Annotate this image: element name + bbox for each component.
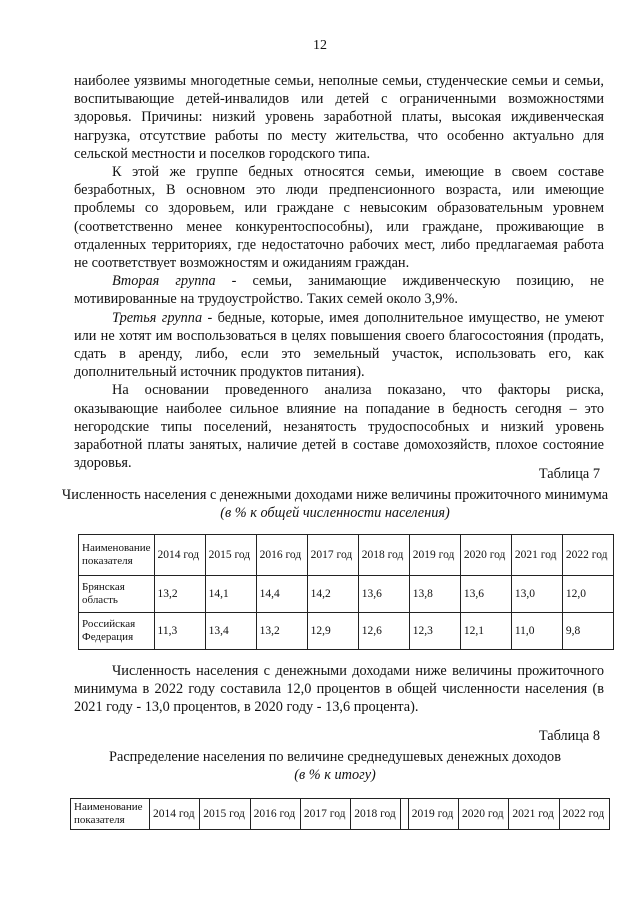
- group3-text: - бедные, которые, имея дополнительное имущество, не умеют или не хотят им воспользоваться в целях повышения своего благосостояния (продать, сдать в аренду, либо, если это земельный участок, использовать его, как дополнительный источник продуктов питания).: [74, 309, 605, 381]
- table8-year-header: 2020 год: [459, 799, 509, 830]
- paragraph-group2: [74, 272, 604, 308]
- table7-title-italic: (в % к общей численности населения): [220, 505, 450, 521]
- table7-cell: 11,3: [154, 613, 205, 650]
- table7-year-header: 2016 год: [256, 535, 307, 576]
- table7-title-main: Численность населения с денежными доходами ниже величины прожиточного минимума: [61, 487, 609, 503]
- table8-year-header: 2021 год: [509, 799, 559, 830]
- table7-cell: 13,6: [358, 576, 409, 613]
- group2-text: - семьи, занимающие иждивенческую позицию, не мотивированные на трудоустройство. Таких семей около 3,9%.: [74, 273, 604, 308]
- summary-text: [74, 662, 604, 717]
- table7-year-header: 2022 год: [562, 535, 613, 576]
- table7-cell: 12,0: [562, 576, 613, 613]
- table7-cell: 9,8: [562, 613, 613, 650]
- table8-year-header: 2015 год: [200, 799, 250, 830]
- table7-year-header: 2017 год: [307, 535, 358, 576]
- table7-year-header: 2015 год: [205, 535, 256, 576]
- table7-cell: 13,2: [154, 576, 205, 613]
- paragraph-2: К этой же группе бедных относятся семьи, имеющие в своем составе безработных, В основном это люди предпенсионного возраста, или имеющие проблемы со здоровьем, или граждане с невысоким образовательным уровнем (соответственно менее конкурентоспособны), или граждане, проживающие в отдаленных территориях, где недостаточно рабочих мест, либо предлагаемая работа не соответствует возможностям и ожиданиям граждан.: [74, 164, 604, 272]
- table7: [78, 534, 614, 650]
- table7-year-header: 2021 год: [511, 535, 562, 576]
- table8-empty-header: [401, 799, 408, 830]
- table8-caption: Таблица 8: [538, 728, 600, 744]
- table7-caption: Таблица 7: [538, 466, 600, 482]
- body-text: [74, 72, 604, 472]
- page-number: 12: [313, 38, 327, 53]
- table7-title: [60, 486, 610, 522]
- summary-paragraph: Численность населения с денежными доходами ниже величины прожиточного минимума в 2022 году составила 12,0 процентов в общей численности населения (в 2021 году - 13,0 процентов, в 2020 году - 13,6 процента).: [74, 663, 604, 716]
- table8: [70, 798, 610, 830]
- table7-cell: 12,1: [460, 613, 511, 650]
- table7-cell: 13,0: [511, 576, 562, 613]
- table7-header-name: Наименование показателя: [79, 535, 155, 576]
- table8-header-name: Наименование показателя: [71, 799, 150, 830]
- table7-year-header: 2018 год: [358, 535, 409, 576]
- table8-year-header: 2017 год: [300, 799, 350, 830]
- group3-label: Третья группа: [112, 309, 203, 326]
- table8-year-header: 2022 год: [559, 799, 609, 830]
- paragraph-analysis: На основании проведенного анализа показано, что факторы риска, оказывающие наиболее сильное влияние на попадание в бедность сегодня – это негородские типы поселений, незанятость трудоспособных и низкий уровень заработной платы занятых, наличие детей в составе домохозяйств, плохое состояние здоровья.: [74, 382, 604, 472]
- table7-cell: 14,2: [307, 576, 358, 613]
- paragraph-1: наиболее уязвимы многодетные семьи, неполные семьи, студенческие семьи и семьи, воспитывающие детей-инвалидов или детей с ограниченными возможностями здоровья. Причины: низкий уровень заработной платы, высокая иждивенческая нагрузка, отсутствие работы по месту жительства, что особенно актуально для сельской местности и поселков городского типа.: [74, 73, 604, 162]
- table7-cell: 13,8: [409, 576, 460, 613]
- paragraph-group3: [74, 309, 604, 382]
- table7-row-name: Брянская область: [79, 576, 155, 613]
- table7-cell: 14,4: [256, 576, 307, 613]
- table7-cell: 12,3: [409, 613, 460, 650]
- table7-row-name: Российская Федерация: [79, 613, 155, 650]
- table7-cell: 14,1: [205, 576, 256, 613]
- table7-header-row: [79, 535, 614, 576]
- table8-title: [60, 748, 610, 784]
- table8-title-main: Распределение населения по величине среднедушевых денежных доходов: [109, 749, 561, 765]
- table7-cell: 13,4: [205, 613, 256, 650]
- table7-cell: 12,9: [307, 613, 358, 650]
- table8-year-header: 2019 год: [408, 799, 458, 830]
- table8-year-header: 2016 год: [250, 799, 300, 830]
- table7-year-header: 2020 год: [460, 535, 511, 576]
- table7-year-header: 2014 год: [154, 535, 205, 576]
- table7-cell: 13,6: [460, 576, 511, 613]
- table7-row: [79, 613, 614, 650]
- table7-row: [79, 576, 614, 613]
- table8-header-row: [71, 799, 610, 830]
- table7-year-header: 2019 год: [409, 535, 460, 576]
- table8-year-header: 2014 год: [150, 799, 200, 830]
- table7-cell: 13,2: [256, 613, 307, 650]
- group2-label: Вторая группа: [112, 273, 216, 290]
- table7-cell: 12,6: [358, 613, 409, 650]
- table7-cell: 11,0: [511, 613, 562, 650]
- table8-year-header: 2018 год: [351, 799, 401, 830]
- table8-title-italic: (в % к итогу): [294, 767, 376, 783]
